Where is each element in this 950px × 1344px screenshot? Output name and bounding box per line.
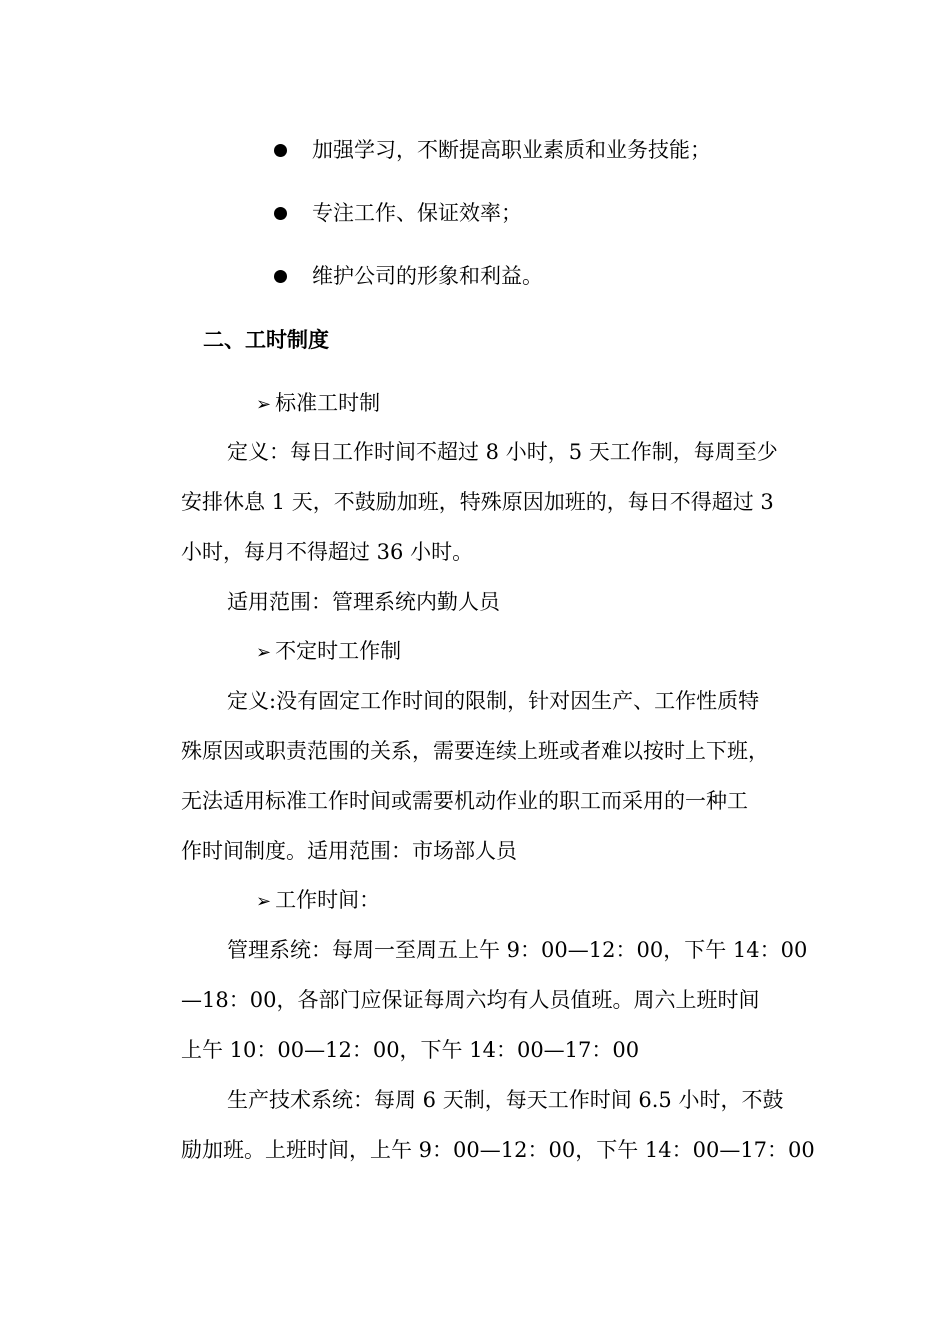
arrow-right-icon: ➢ xyxy=(256,642,272,663)
section-title: 二、工时制度 xyxy=(203,327,329,352)
production-line: 生产技术系统：每周 6 天制，每天工作时间 6.5 小时，不鼓 xyxy=(227,1088,784,1112)
arrow-right-icon: ➢ xyxy=(256,891,272,912)
management-line: 管理系统：每周一至周五上午 9：00—12：00，下午 14：00 xyxy=(227,938,808,962)
flexible-title: 不定时工作制 xyxy=(275,639,402,663)
management-line: 上午 10：00—12：00，下午 14：00—17：00 xyxy=(181,1038,640,1062)
bullet-marker xyxy=(274,144,287,157)
subheading-standard xyxy=(256,388,380,420)
standard-scope: 适用范围：管理系统内勤人员 xyxy=(227,590,500,614)
flexible-definition-line: 定义:没有固定工作时间的限制，针对因生产、工作性质特 xyxy=(227,689,760,713)
flexible-definition-line: 作时间制度。适用范围：市场部人员 xyxy=(181,839,517,863)
subheading-work-time xyxy=(256,885,380,917)
arrow-right-icon: ➢ xyxy=(256,394,272,415)
bullet-item-image: 维护公司的形象和利益。 xyxy=(312,264,543,288)
bullet-item-study: 加强学习，不断提高职业素质和业务技能； xyxy=(312,138,711,162)
bullet-marker xyxy=(274,207,287,220)
management-line: —18：00，各部门应保证每周六均有人员值班。周六上班时间 xyxy=(181,988,760,1012)
flexible-definition-line: 殊原因或职责范围的关系，需要连续上班或者难以按时上下班， xyxy=(181,739,769,763)
bullet-marker xyxy=(274,270,287,283)
subheading-flexible xyxy=(256,636,401,668)
production-line: 励加班。上班时间，上午 9：00—12：00，下午 14：00—17：00 xyxy=(181,1138,815,1162)
work-time-title: 工作时间： xyxy=(275,888,381,912)
standard-definition-line: 小时，每月不得超过 36 小时。 xyxy=(181,540,474,564)
bullet-item-focus: 专注工作、保证效率； xyxy=(312,201,522,225)
standard-definition-line: 安排休息 1 天，不鼓励加班，特殊原因加班的，每日不得超过 3 xyxy=(181,490,774,514)
standard-title: 标准工时制 xyxy=(275,391,381,415)
flexible-definition-line: 无法适用标准工作时间或需要机动作业的职工而采用的一种工 xyxy=(181,789,748,813)
standard-definition-line: 定义：每日工作时间不超过 8 小时，5 天工作制，每周至少 xyxy=(227,440,778,464)
